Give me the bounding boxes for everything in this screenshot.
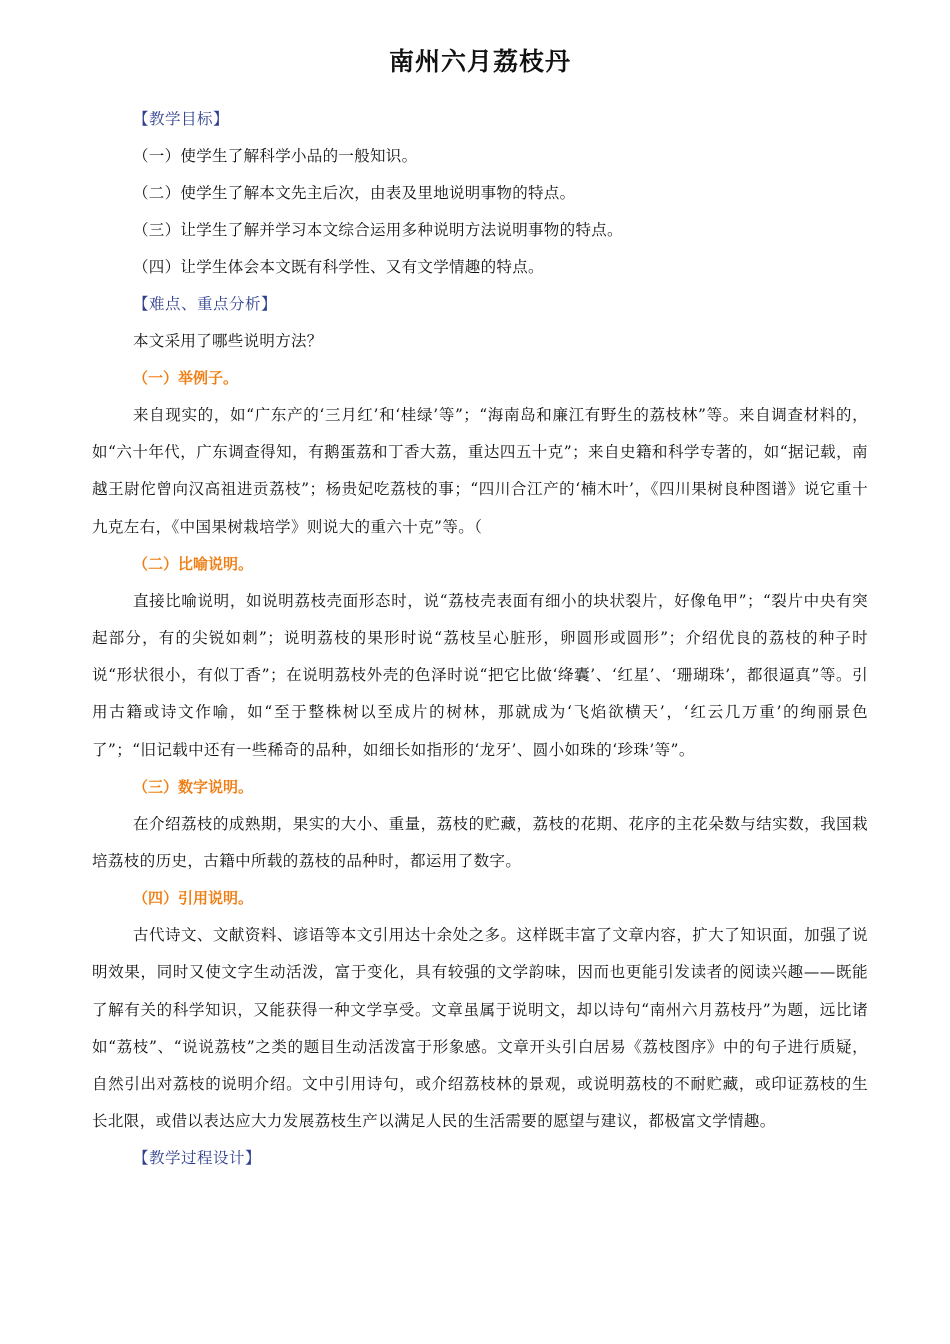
- analysis-question: 本文采用了哪些说明方法？: [133, 332, 323, 350]
- page-title: 南州六月荔枝丹: [388, 47, 571, 76]
- section-text-examples: 来自现实的，如“广东产的‘三月红’和‘桂绿’等”；“海南岛和廉江有野生的荔枝林”等。来自调查材料的，如“六十年代，广东调查得知，有鹅蛋荔和丁香大荔，重达四五十克”；来自史籍和科学专著的，如“据记载，南越王尉佗曾向汉高祖进贡荔枝”；杨贵妃吃荔枝的事；“四川合江产的‘楠木叶’，《四川果树良种图谱》说它重十九克左右，《中国果树栽培学》则说大的重六十克”等。（: [92, 406, 868, 536]
- section-text-numbers: 在介绍荔枝的成熟期，果实的大小、重量，荔枝的贮藏，荔枝的花期、花序的主花朵数与结实数，我国栽培荔枝的历史，古籍中所载的荔枝的品种时，都运用了数字。: [92, 814, 868, 871]
- section-text-metaphor: 直接比喻说明，如说明荔枝壳面形态时，说“荔枝壳表面有细小的块状裂片，好像龟甲”；“裂片中央有突起部分，有的尖锐如刺”；说明荔枝的果形时说“荔枝呈心脏形，卵圆形或圆形”；介绍优良的荔枝的种子时说“形状很小，有似丁香”；在说明荔枝外壳的色泽时说“把它比做‘绛囊’、‘红星’、‘珊瑚珠’，都很逼真”等。引用古籍或诗文作喻，如“至于整株树以至成片的树林，那就成为‘飞焰欲横天’，‘红云几万重’的绚丽景色了”；“旧记载中还有一些稀奇的品种，如细长如指形的‘龙牙’、圆小如珠的‘珍珠’等”。: [92, 591, 868, 759]
- section-heading-metaphor: （二）比喻说明。: [133, 554, 254, 573]
- section-text-citation: 古代诗文、文献资料、谚语等本文引用达十余处之多。这样既丰富了文章内容，扩大了知识面，加强了说明效果，同时又使文字生动活泼，富于变化，具有较强的文学韵味，因而也更能引发读者的阅读兴趣——既能了解有关的科学知识，又能获得一种文学享受。文章虽属于说明文，却以诗句“南州六月荔枝丹”为题，远比诸如“荔枝”、“说说荔枝”之类的题目生动活泼富于形象感。文章开头引白居易《荔枝图序》中的句子进行质疑，自然引出对荔枝的说明介绍。文中引用诗句，或介绍荔枝林的景观，或说明荔枝的不耐贮藏，或印证荔枝的生长北限，或借以表达应大力发展荔枝生产以满足人民的生活需要的愿望与建议，都极富文学情趣。: [92, 926, 868, 1131]
- goals-heading: 【教学目标】: [133, 110, 230, 128]
- goal-item-4: （四）让学生体会本文既有科学性、又有文学情趣的特点。: [133, 258, 544, 276]
- section-heading-examples: （一）举例子。: [133, 369, 239, 387]
- section-heading-numbers: （三）数字说明。: [133, 777, 254, 796]
- goal-item-2: （二）使学生了解本文先主后次，由表及里地说明事物的特点。: [133, 184, 576, 202]
- section-heading-citation: （四）引用说明。: [133, 889, 254, 908]
- goal-item-3: （三）让学生了解并学习本文综合运用多种说明方法说明事物的特点。: [133, 221, 623, 239]
- analysis-heading: 【难点、重点分析】: [133, 295, 278, 313]
- goal-item-1: （一）使学生了解科学小品的一般知识。: [133, 147, 418, 165]
- document-page: [92, 42, 868, 1177]
- process-heading: 【教学过程设计】: [133, 1149, 262, 1168]
